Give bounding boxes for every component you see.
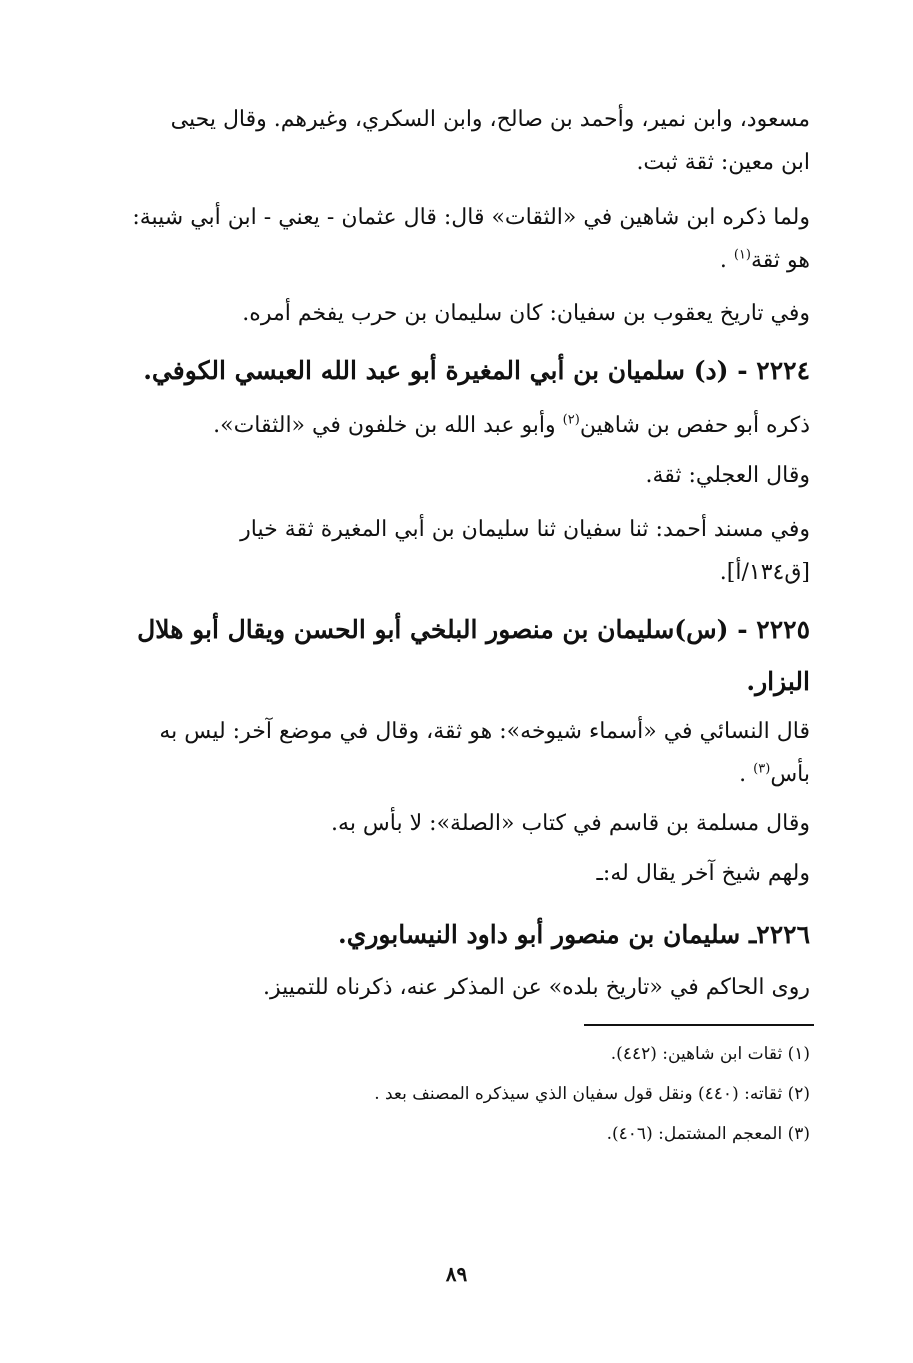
footnote-2: (٢) ثقاته: (٤٤٠) ونقل قول سفيان الذي سيذكره المصنف بعد .	[374, 1084, 810, 1104]
text-line: وفي مسند أحمد: ثنا سفيان ثنا سليمان بن أبي المغيرة ثقة خيار	[240, 517, 810, 542]
text-line: وفي تاريخ يعقوب بن سفيان: كان سليمان بن حرب يفخم أمره.	[242, 301, 810, 326]
text-line: وقال مسلمة بن قاسم في كتاب «الصلة»: لا بأس به.	[331, 811, 810, 836]
text-line: ولهم شيخ آخر يقال له:ـ	[596, 861, 810, 886]
paragraph-yaqub	[98, 292, 810, 335]
text-line	[98, 404, 810, 447]
text-segment: ذكره أبو حفص بن شاهين	[579, 413, 810, 438]
footnote-3: (٣) المعجم المشتمل: (٤٠٦).	[606, 1124, 810, 1144]
text-line: روى الحاكم في «تاريخ بلده» عن المذكر عنه، ذكرناه للتمييز.	[262, 975, 810, 1000]
footnote-ref-2: (٢)	[562, 412, 580, 428]
text-line	[98, 753, 810, 796]
page-number: ٨٩	[445, 1262, 468, 1286]
paragraph-masud	[98, 98, 810, 184]
heading-text: ٢٢٢٤ - (د) سلميان بن أبي المغيرة أبو عبد الله العبسي الكوفي.	[143, 356, 810, 385]
footnotes	[98, 1034, 810, 1154]
text-segment: .	[739, 762, 754, 787]
text-line: [ق١٣٤/أ].	[719, 560, 810, 585]
paragraph-musnad-ahmad	[98, 508, 810, 594]
paragraph-another-shaykh	[98, 852, 810, 895]
paragraph-maslama	[98, 802, 810, 845]
text-line	[98, 239, 810, 282]
text-line: وقال العجلي: ثقة.	[645, 463, 810, 488]
paragraph-ibn-shahin	[98, 196, 810, 282]
paragraph-nasai	[98, 710, 810, 796]
text-segment: وأبو عبد الله بن خلفون في «الثقات».	[213, 413, 563, 438]
heading-text: البزار.	[746, 667, 810, 696]
text-line: ولما ذكره ابن شاهين في «الثقات» قال: قال عثمان - يعني - ابن أبي شيبة:	[132, 205, 810, 230]
entry-heading-2226	[98, 910, 810, 960]
footnote-ref-3: (٣)	[753, 761, 771, 777]
paragraph-ijli	[98, 454, 810, 497]
text-line: مسعود، وابن نمير، وأحمد بن صالح، وابن السكري، وغيرهم. وقال يحيى	[170, 107, 810, 132]
text-segment: بأس	[770, 762, 810, 787]
footnote-1: (١) ثقات ابن شاهين: (٤٤٢).	[610, 1044, 810, 1064]
footnote-separator	[584, 1024, 814, 1026]
heading-text: ٢٢٢٥ - (س)سليمان بن منصور البلخي أبو الحسن ويقال أبو هلال	[137, 615, 810, 644]
text-segment: هو ثقة	[750, 248, 810, 273]
text-segment: .	[719, 248, 734, 273]
heading-text: ٢٢٢٦ـ سليمان بن منصور أبو داود النيسابوري.	[338, 920, 810, 949]
text-line: ابن معين: ثقة ثبت.	[636, 150, 810, 175]
paragraph-abu-hafs	[98, 404, 810, 447]
entry-heading-2225	[98, 604, 810, 708]
paragraph-hakim	[98, 966, 810, 1009]
footnote-ref-1: (١)	[733, 247, 751, 263]
entry-heading-2224	[98, 346, 810, 396]
text-line: قال النسائي في «أسماء شيوخه»: هو ثقة، وقال في موضع آخر: ليس به	[159, 719, 810, 744]
